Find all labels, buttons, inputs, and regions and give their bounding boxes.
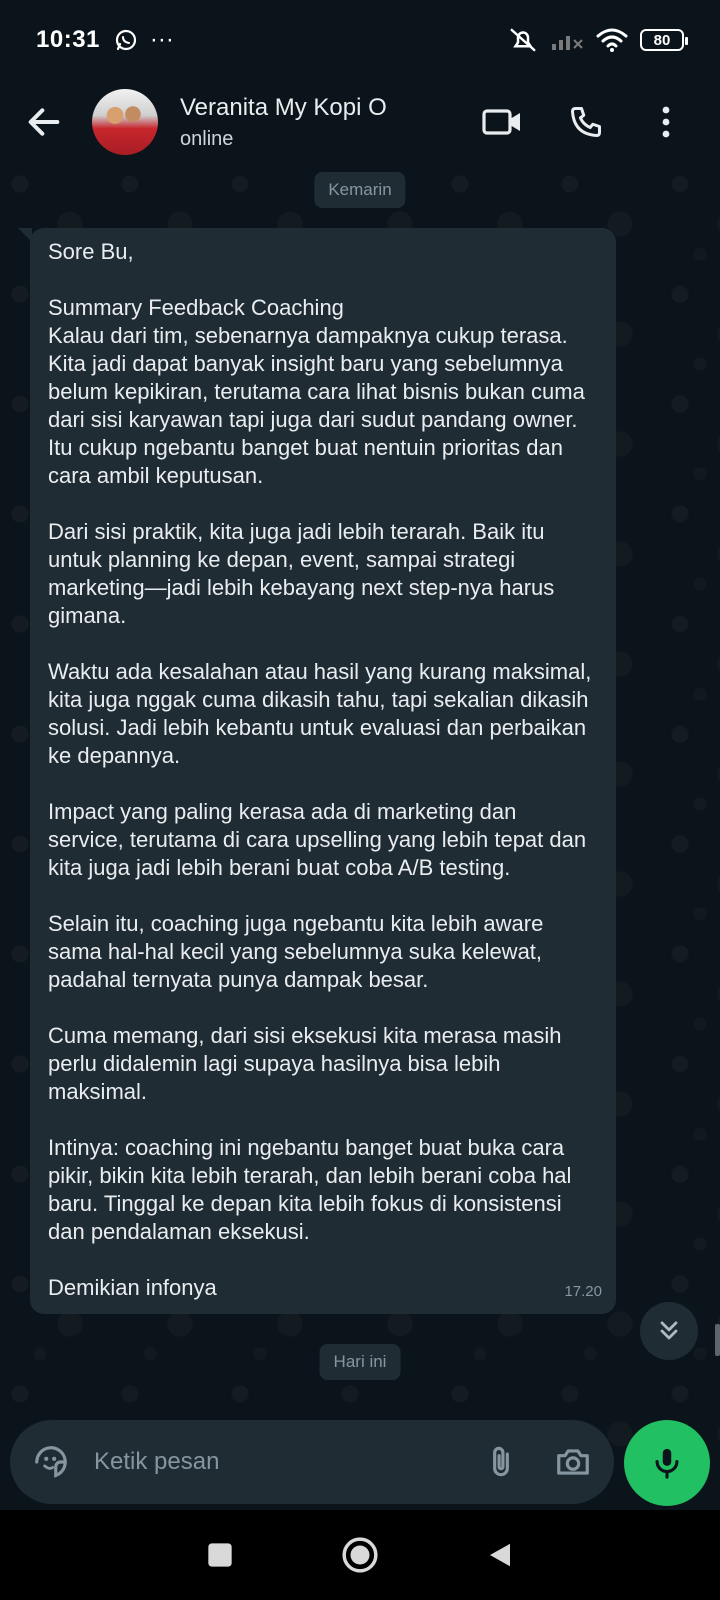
video-call-button[interactable]	[478, 98, 526, 146]
home-button[interactable]	[338, 1533, 382, 1577]
double-chevron-down-icon	[655, 1317, 683, 1345]
message-time: 17.20	[564, 1283, 602, 1300]
paperclip-icon[interactable]	[482, 1443, 520, 1481]
more-vertical-icon	[661, 105, 671, 139]
system-navigation-bar	[0, 1510, 720, 1600]
contact-status: online	[180, 127, 234, 150]
triangle-back-icon	[485, 1540, 515, 1570]
voice-record-button[interactable]	[624, 1420, 710, 1506]
whatsapp-notification-icon	[114, 28, 138, 52]
battery-indicator	[640, 29, 684, 51]
chat-header	[0, 80, 720, 164]
status-time: 10:31	[36, 26, 100, 53]
message-text: Sore Bu, Summary Feedback Coaching Kalau dari tim, sebenarnya dampaknya cukup terasa. Kita jadi dapat banyak insight baru yang sebelumnya belum kepikiran, terutama cara lihat bisnis bukan cuma dari sisi karyawan tapi juga dari sudut pandang owner. Itu cukup ngebantu banget buat nentuin prioritas dan cara ambil keputusan. Dari sisi praktik, kita juga jadi lebih terarah. Baik itu untuk planning ke depan, event, sampai strategi marketing—jadi lebih kebayang next step-nya harus gimana. Waktu ada kesalahan atau hasil yang kurang maksimal, kita juga nggak cuma dikasih tahu, tapi sekalian dikasih solusi. Jadi lebih kebantu untuk evaluasi dan perbaikan ke depannya. Impact yang paling kerasa ada di marketing dan service, terutama di cara upselling yang lebih tepat dan kita juga jadi lebih berani buat coba A/B testing. Selain itu, coaching juga ngebantu kita lebih aware sama hal-hal kecil yang sebelumnya suka kelewat, padahal ternyata punya dampak besar. Cuma memang, dari sisi eksekusi kita merasa masih perlu didalemin lagi supaya hasilnya bisa lebih maksimal. Intinya: coaching ini ngebantu banget buat buka cara pikir, bikin kita lebih terarah, dan lebih berani coba hal baru. Tinggal ke depan kita lebih fokus di konsistensi dan pendalaman eksekusi. Demikian infonya	[48, 239, 592, 1300]
message-composer	[10, 1420, 614, 1504]
header-actions	[478, 98, 720, 146]
recents-button[interactable]	[198, 1533, 242, 1577]
status-bar	[0, 0, 720, 80]
incoming-message-bubble[interactable]	[30, 228, 616, 1314]
more-options-button[interactable]	[642, 98, 690, 146]
battery-level: 80	[653, 31, 671, 49]
contact-name: Veranita My Kopi O	[180, 93, 387, 121]
back-button[interactable]	[478, 1533, 522, 1577]
chat-area[interactable]	[0, 164, 720, 1484]
contact-info[interactable]	[180, 94, 387, 151]
signal-icon	[550, 28, 584, 52]
circle-home-icon	[341, 1536, 379, 1574]
date-separator-today: Hari ini	[320, 1344, 401, 1380]
mic-icon	[650, 1446, 684, 1480]
sticker-icon[interactable]	[32, 1443, 70, 1481]
scroll-to-bottom-button[interactable]	[640, 1302, 698, 1360]
camera-icon[interactable]	[554, 1443, 592, 1481]
voice-call-button[interactable]	[562, 98, 610, 146]
square-icon	[206, 1541, 234, 1569]
phone-icon	[568, 104, 604, 140]
more-notifications-icon: ···	[149, 26, 174, 53]
scrollbar-thumb[interactable]	[715, 1324, 720, 1356]
date-separator-yesterday: Kemarin	[314, 172, 405, 208]
status-icons	[508, 25, 684, 55]
wifi-icon	[596, 27, 628, 53]
mute-bell-icon	[508, 25, 538, 55]
video-call-icon	[482, 107, 522, 137]
message-input[interactable]	[94, 1448, 482, 1476]
contact-avatar[interactable]	[92, 89, 158, 155]
arrow-left-icon[interactable]	[24, 102, 64, 142]
